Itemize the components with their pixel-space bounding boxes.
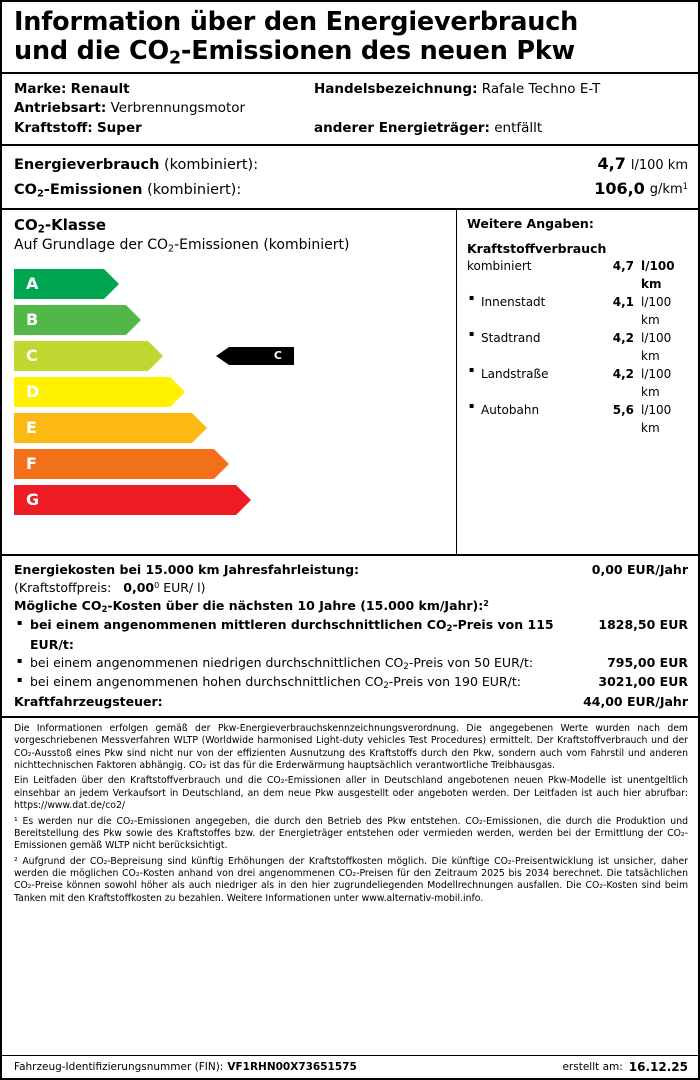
co2-cost-row-text: ▪ bei einem angenommenen niedrigen durchschnittlichen $CO_2$-Preis von 50 EUR/t:	[14, 654, 607, 673]
fuel-consumption-row-label: ▪ Landstraße	[467, 365, 600, 383]
co2-emissions-row	[14, 177, 688, 202]
created-value: 16.12.25	[628, 1060, 688, 1074]
other-energy-label: anderer Energieträger:	[314, 119, 490, 136]
consumption-block	[2, 146, 698, 208]
legal-paragraph-2: Ein Leitfaden über den Kraftstoffverbrauch und die CO₂-Emissionen aller in Deutschland angebotenen neuen Pkw-Modelle ist unentgeltlich einsehbar an jedem Verkaufsort in Deutschland, an dem neue Pkw ausgestellt oder angeboten werden. Der Leitfaden ist auch hier abrufbar: https://www.dat.de/co2/	[14, 775, 688, 812]
fuel-consumption-row	[467, 365, 692, 401]
co2-class-heading: $CO_2$-Klasse	[14, 215, 107, 236]
drive-field	[14, 99, 688, 118]
fuel-consumption-row-value: 4,2	[612, 331, 634, 346]
co2-emissions-value: 106,0	[594, 178, 645, 198]
co2-class-bar-e	[14, 413, 192, 443]
co2-class-bar-label: B	[26, 310, 39, 330]
legal-footnote-2: ² Aufgrund der CO₂-Bepreisung sind künftig Erhöhungen der Kraftstoffkosten möglich. Die künftige CO₂-Preisentwicklung ist unsicher, daher werden die möglichen CO₂-Kosten anhand von drei angenommenen CO₂-Preisen für den Zeitraum 2025 bis 2034 berechnet. Die tatsächlichen CO₂-Preise können sowohl höher als auch niedriger als in den hier zugrundeliegenden Modellrechnungen ausfallen. Die CO₂-Kosten sind beim Tanken mit den Kraftstoffkosten zu bezahlen. Weitere Informationen unter www.alternativ-mobil.info.	[14, 855, 688, 904]
energy-consumption-value: 4,7	[597, 153, 626, 173]
fuel-consumption-heading: Kraftstoffverbrauch	[467, 240, 607, 256]
fuel-consumption-row-label: ▪ Stadtrand	[467, 329, 600, 347]
co2-cost-row	[14, 616, 688, 654]
co2-cost-heading-row	[14, 597, 688, 616]
co2-cost-row-amount: 795,00 EUR	[607, 655, 688, 670]
vin-value: VF1RHN00X73651575	[227, 1061, 357, 1073]
vehicle-row-brand	[14, 80, 688, 99]
model-value: Rafale Techno E-T	[481, 81, 601, 98]
co2-class-bar-g	[14, 485, 236, 515]
energy-cost-row	[14, 561, 688, 579]
vehicle-info-block	[2, 74, 698, 143]
fuel-consumption-row-unit: l/100 km	[641, 331, 672, 364]
other-energy-field	[314, 119, 688, 138]
created-label: erstellt am:	[562, 1061, 623, 1073]
brand-value: Renault	[70, 81, 130, 98]
co2-cost-rows	[14, 616, 688, 692]
co2-cost-row-amount: 1828,50 EUR	[598, 617, 688, 633]
energy-cost-label: Energiekosten bei 15.000 km Jahresfahrleistung:	[14, 561, 360, 577]
page-title-line1: Information über den Energieverbrauch	[14, 7, 579, 37]
fuel-consumption-row-unit: l/100 km	[641, 259, 675, 292]
vehicle-row-fuel	[14, 119, 688, 138]
further-details-heading: Weitere Angaben:	[467, 215, 594, 231]
co2-cost-row-text: ▪ bei einem angenommenen hohen durchschnittlichen $CO_2$-Preis von 190 EUR/t:	[14, 673, 598, 692]
co2-cost-row	[14, 673, 688, 692]
footer	[2, 1055, 698, 1078]
vehicle-tax-row	[14, 693, 688, 711]
fuel-consumption-row-unit: l/100 km	[641, 367, 672, 400]
page-title-line2: und die $CO_2$-Emissionen des neuen Pkw	[14, 35, 576, 68]
fuel-consumption-row-value: 4,7	[612, 259, 634, 274]
other-energy-value: entfällt	[494, 119, 543, 136]
co2-class-scale	[14, 269, 456, 515]
energy-consumption-row	[14, 152, 688, 177]
legal-paragraph-1: Die Informationen erfolgen gemäß der Pkw-Energieverbrauchskennzeichnungsverordnung. Die angegebenen Werte wurden nach dem vorgeschriebenen Messverfahren WLTP (Worldwide harmonised Light-duty vehicles Test Procedures) ermittelt. Der Kraftstoffverbrauch und der CO₂-Ausstoß eines Pkw sind nicht nur von der effizienten Ausnutzung des Kraftstoffs durch den Pkw, sondern auch vom Fahrstil und anderen nichttechnischen Faktoren abhängig. CO₂ ist das für die Erderwärmung hauptsächlich verantwortliche Treibhausgas.	[14, 723, 688, 772]
co2-emissions-unit: $g/km^1$	[649, 181, 688, 198]
fuel-price-row	[14, 579, 688, 597]
vehicle-tax-label: Kraftfahrzeugsteuer:	[14, 693, 163, 709]
fuel-consumption-row-label: kombiniert	[467, 259, 532, 274]
drive-value: Verbrennungsmotor	[110, 100, 246, 117]
brand-label: Marke:	[14, 81, 67, 98]
fuel-consumption-row	[467, 293, 692, 329]
energy-consumption-label: Energieverbrauch (kombiniert):	[14, 156, 259, 173]
co2-class-bar-label: A	[26, 274, 39, 294]
co2-class-bar-label: D	[26, 382, 40, 402]
fuel-field	[14, 119, 314, 138]
energy-consumption-unit: l/100 km	[630, 157, 688, 173]
co2-cost-row-amount: 3021,00 EUR	[598, 674, 688, 690]
co2-class-subheading: Auf Grundlage der $CO_2$-Emissionen (kombiniert)	[14, 237, 350, 255]
fuel-price-value: 0,00	[123, 579, 155, 595]
co2-class-bar-d	[14, 377, 170, 407]
fuel-price-label: (Kraftstoffpreis: 0,00$^0$ EUR/ l)	[14, 579, 206, 595]
vin-label: Fahrzeug-Identifizierungsnummer (FIN):	[14, 1061, 224, 1073]
co2-class-bar-label: G	[26, 490, 40, 510]
page-title	[2, 2, 698, 72]
fuel-consumption-row	[467, 401, 692, 437]
co2-class-bar-label: F	[26, 454, 37, 474]
fuel-consumption-row-value: 4,2	[612, 367, 634, 382]
co2-class-bar-f	[14, 449, 214, 479]
co2-class-bar-b	[14, 305, 126, 335]
fuel-consumption-row-value: 5,6	[612, 403, 634, 418]
co2-cost-heading: Mögliche $CO_2$-Kosten über die nächsten 10 Jahre (15.000 km/Jahr):$^2$	[14, 597, 489, 616]
fuel-consumption-row-unit: l/100 km	[641, 295, 672, 328]
legal-notes	[2, 718, 698, 910]
vehicle-row-drive	[14, 99, 688, 118]
class-and-details-section	[2, 210, 698, 554]
fuel-consumption-row	[467, 329, 692, 365]
fuel-consumption-row	[467, 257, 692, 293]
energy-cost-value: 0,00 EUR/Jahr	[591, 561, 688, 577]
fuel-consumption-row-unit: l/100 km	[641, 403, 672, 436]
co2-cost-row-text: ▪ bei einem angenommenen mittleren durchschnittlichen $CO_2$-Preis von 115 EUR/t:	[14, 616, 598, 654]
model-field	[314, 80, 688, 99]
fuel-consumption-row-value: 4,1	[612, 295, 634, 310]
vehicle-tax-value: 44,00 EUR/Jahr	[583, 693, 688, 709]
brand-field	[14, 80, 314, 99]
co2-class-marker: C	[229, 347, 294, 365]
model-label: Handelsbezeichnung:	[314, 81, 478, 98]
fuel-value: Super	[96, 119, 142, 136]
co2-class-bar-c	[14, 341, 148, 371]
costs-block	[2, 556, 698, 716]
co2-class-bar-label: E	[26, 418, 37, 438]
legal-footnote-1: ¹ Es werden nur die CO₂-Emissionen angegeben, die durch den Betrieb des Pkw entstehen. CO₂-Emissionen, die durch die Produktion und Bereitstellung des Pkw sowie des Kraftstoffes bzw. der Energieträger entstehen oder vermieden werden, werden bei der Ermittlung der CO₂-Emissionen gemäß WLTP nicht berücksichtigt.	[14, 815, 688, 852]
fuel-consumption-rows	[467, 257, 692, 437]
co2-emissions-label: $CO_2$-Emissionen (kombiniert):	[14, 181, 242, 199]
fuel-label: Kraftstoff:	[14, 119, 93, 136]
fuel-consumption-row-label: ▪ Autobahn	[467, 401, 600, 419]
further-details-column	[457, 210, 698, 554]
co2-class-bar-a	[14, 269, 104, 299]
co2-class-column	[2, 210, 457, 554]
co2-class-bar-label: C	[26, 346, 38, 366]
fuel-consumption-row-label: ▪ Innenstadt	[467, 293, 600, 311]
drive-label: Antriebsart:	[14, 100, 107, 117]
co2-cost-row	[14, 654, 688, 673]
